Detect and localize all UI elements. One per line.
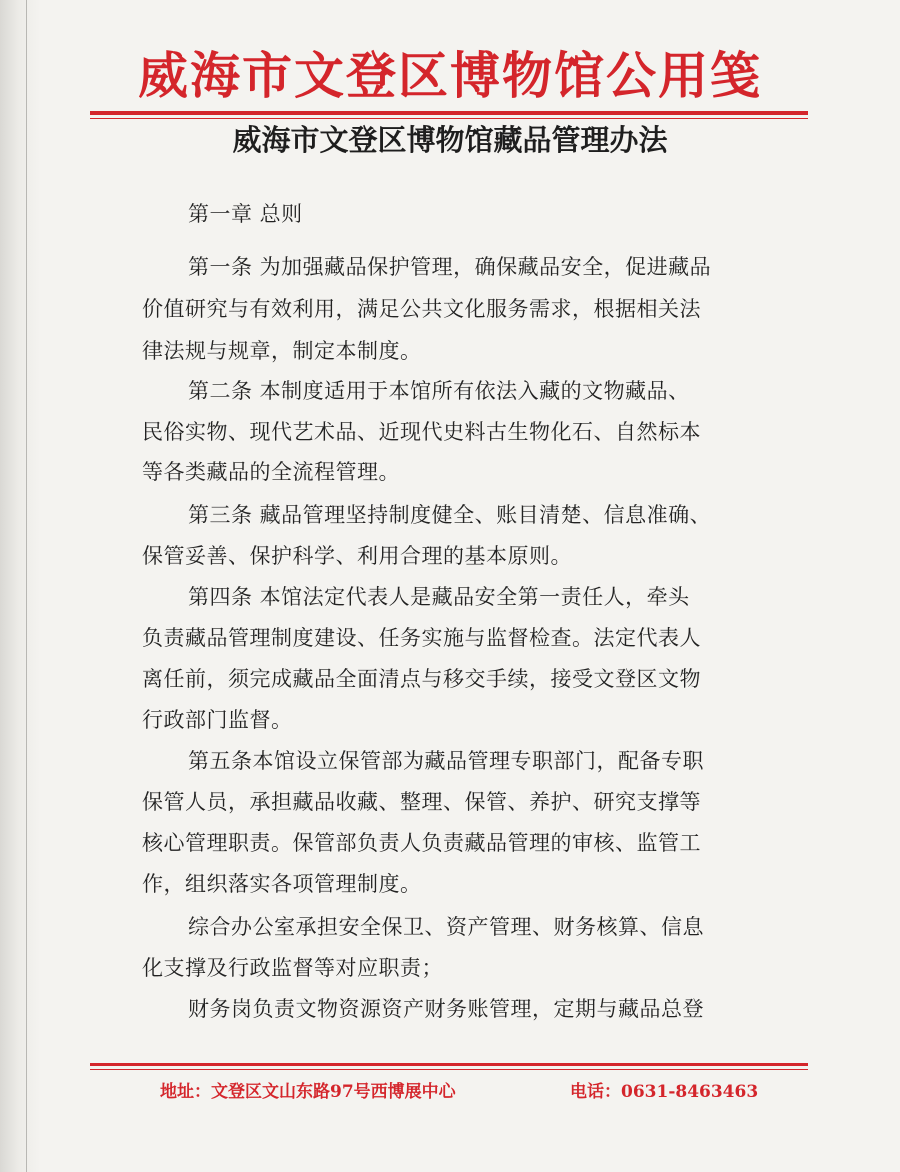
body-line: 负责藏品管理制度建设、任务实施与监督检查。法定代表人 — [142, 626, 701, 650]
body-line: 化支撑及行政监督等对应职责； — [142, 956, 443, 980]
body-line: 第三条 藏品管理坚持制度健全、账目清楚、信息准确、 — [188, 503, 712, 527]
footer-rule-thin — [90, 1069, 808, 1070]
body-line: 保管妥善、保护科学、利用合理的基本原则。 — [142, 544, 572, 568]
footer-phone: 电话：0631-8463463 — [570, 1082, 759, 1102]
footer-address: 地址：文登区文山东路97号西博展中心 — [160, 1082, 456, 1102]
scan-binding-line — [26, 0, 27, 1172]
letterhead-rule-thin — [90, 118, 808, 119]
body-line: 律法规与规章，制定本制度。 — [142, 339, 422, 363]
footer-rule-thick — [90, 1063, 808, 1066]
letterhead-title: 威海市文登区博物馆公用笺 — [138, 46, 762, 105]
body-line: 第四条 本馆法定代表人是藏品安全第一责任人，牵头 — [188, 585, 690, 609]
body-line: 等各类藏品的全流程管理。 — [142, 460, 400, 484]
body-line: 核心管理职责。保管部负责人负责藏品管理的审核、监管工 — [142, 831, 701, 855]
body-line: 综合办公室承担安全保卫、资产管理、财务核算、信息 — [188, 915, 704, 939]
letterhead-rule-thick — [90, 111, 808, 115]
body-line: 价值研究与有效利用，满足公共文化服务需求，根据相关法 — [142, 297, 701, 321]
body-line: 第二条 本制度适用于本馆所有依法入藏的文物藏品、 — [188, 379, 690, 403]
chapter-heading: 第一章 总则 — [188, 202, 303, 226]
body-line: 财务岗负责文物资源资产财务账管理，定期与藏品总登 — [188, 997, 704, 1021]
document-title: 威海市文登区博物馆藏品管理办法 — [232, 123, 668, 157]
body-line: 第一条 为加强藏品保护管理，确保藏品安全，促进藏品 — [188, 255, 712, 279]
body-line: 第五条本馆设立保管部为藏品管理专职部门，配备专职 — [188, 749, 704, 773]
body-line: 离任前，须完成藏品全面清点与移交手续，接受文登区文物 — [142, 667, 701, 691]
body-line: 行政部门监督。 — [142, 708, 293, 732]
scan-edge-shadow — [0, 0, 40, 1172]
body-line: 保管人员，承担藏品收藏、整理、保管、养护、研究支撑等 — [142, 790, 701, 814]
body-line: 作，组织落实各项管理制度。 — [142, 872, 422, 896]
body-line: 民俗实物、现代艺术品、近现代史料古生物化石、自然标本 — [142, 420, 701, 444]
